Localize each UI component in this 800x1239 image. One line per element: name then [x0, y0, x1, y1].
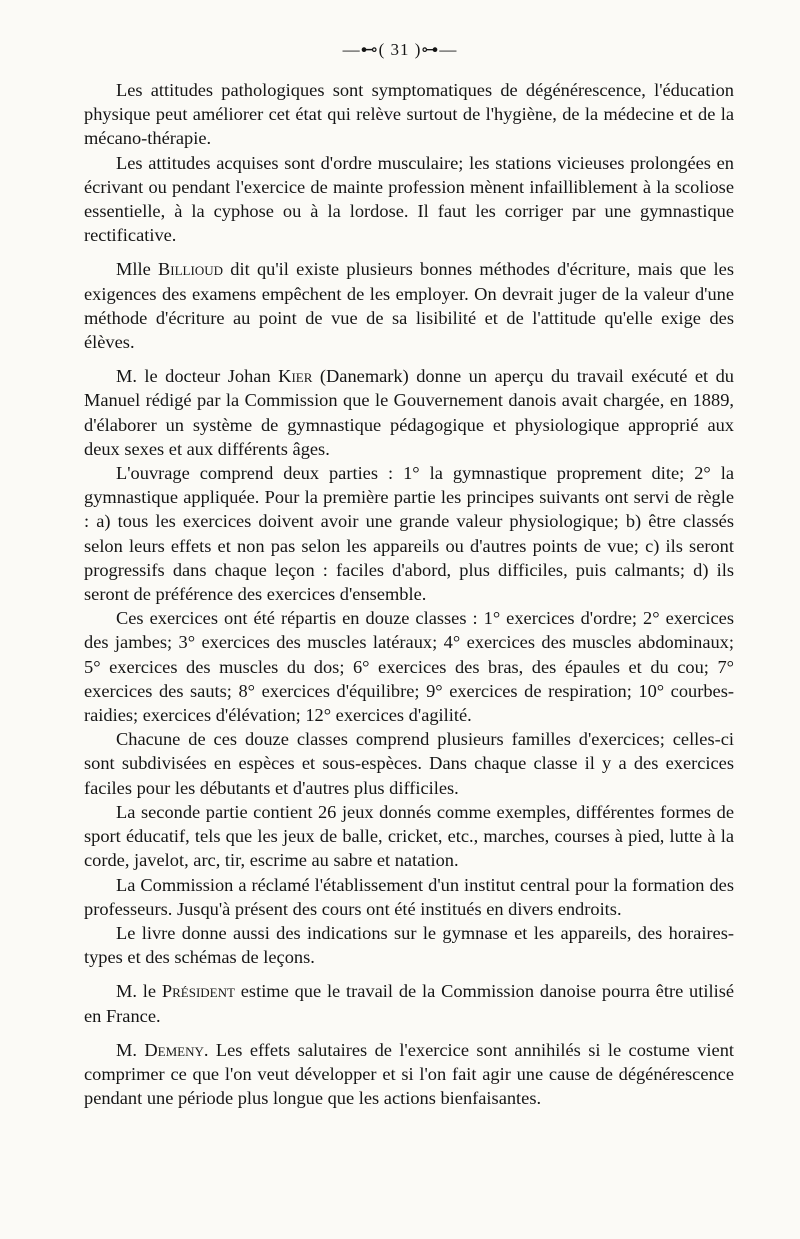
body-text: [84, 78, 734, 1110]
paragraph-chacune: Chacune de ces douze classes comprend plusieurs familles d'exercices; celles-ci sont subdivisées en espèces et sous-espèces. Dans chaque classe il y a des exercices faciles pour les débutants et d'autres plus difficiles.: [84, 729, 734, 798]
speaker-text: (Danemark) donne un aperçu du travail exécuté et du Manuel rédigé par la Commission que le Gouvernement danois avait chargée, en 1889, d'élaborer un système de gymnastique pédagogique et physiologique approprié aux deux sexes et aux différents âges.: [84, 366, 734, 459]
speaker-title: Mlle: [116, 259, 151, 280]
speaker-prefix: M. le docteur Johan: [116, 366, 271, 387]
speaker-prefix: M. le: [116, 981, 157, 1002]
paragraph-billioud: [84, 257, 734, 354]
paragraph-livre: Le livre donne aussi des indications sur le gymnase et les appareils, des horaires-types et des schémas de leçons.: [84, 922, 734, 968]
speaker-name: Kier: [278, 366, 313, 387]
paragraph-president: [84, 979, 734, 1027]
paragraph-exercices: Ces exercices ont été répartis en douze classes : 1° exercices d'ordre; 2° exercices des jambes; 3° exercices des muscles latéraux; 4° exercices des muscles abdominaux; 5° exercices des muscles du dos; 6° exercices des bras, des épaules et du cou; 7° exercices des sauts; 8° exercices d'équilibre; 9° exercices de respiration; 10° courbes-raidies; exercices d'élévation; 12° exercices d'agilité.: [84, 608, 734, 726]
paragraph-ouvrage: L'ouvrage comprend deux parties : 1° la gymnastique proprement dite; 2° la gymnastique appliquée. Pour la première partie les principes suivants ont servi de règle : a) tous les exercices doivent avoir une grande valeur physiologique; b) être classés selon leurs effets et non pas selon les appareils ou d'autres points de vue; c) ils seront progressifs dans chaque leçon : faciles d'abord, plus difficiles, puis calmants; d) ils seront de préférence des exercices d'ensemble.: [84, 463, 734, 605]
speaker-name: Billioud: [158, 259, 223, 280]
paragraph-demeny: [84, 1038, 734, 1111]
speaker-prefix: M.: [116, 1039, 137, 1060]
speaker-name: Président: [161, 981, 235, 1002]
paragraph-attitudes-acquises: Les attitudes acquises sont d'ordre musculaire; les stations vicieuses prolongées en écrivant ou pendant l'exercice de mainte profession mènent infailliblement à la scoliose essentielle, à la cyphose ou à la lordose. Il faut les corriger par une gymnastique rectificative.: [84, 152, 734, 246]
page-header: —⊷( 31 )⊶—: [342, 40, 458, 59]
speaker-text: estime que le travail de la Commission danoise pourra être utilisé en France.: [84, 981, 735, 1026]
paragraph-seconde-partie: La seconde partie contient 26 jeux donnés comme exemples, différentes formes de sport éducatif, tels que les jeux de balle, cricket, etc., marches, courses à pied, lutte à la corde, javelot, arc, tir, escrime au sabre et natation.: [84, 801, 734, 871]
paragraph-kier: [84, 364, 734, 461]
paragraph-attitudes-pathologiques: Les attitudes pathologiques sont symptomatiques de dégénérescence, l'éducation physique peut améliorer cet état qui relève surtout de l'hygiène, de la médecine et de la mécano-thérapie.: [84, 80, 734, 149]
speaker-text: dit qu'il existe plusieurs bonnes méthodes d'écriture, mais que les exigences des examens empêchent de les employer. On devrait juger de la valeur d'une méthode d'écriture au point de vue de sa lisibilité et de l'attitude qu'elle exige des élèves.: [84, 259, 734, 353]
paragraph-commission: La Commission a réclamé l'établissement d'un institut central pour la formation des professeurs. Jusqu'à présent des cours ont été institués en divers endroits.: [84, 874, 734, 919]
speaker-text: Les effets salutaires de l'exercice sont annihilés si le costume vient comprimer ce que l'on veut développer et si l'on fait agir une cause de dégénérescence pendant une période plus longue que les actions bienfaisantes.: [84, 1039, 734, 1109]
speaker-name: Demeny.: [144, 1039, 209, 1060]
